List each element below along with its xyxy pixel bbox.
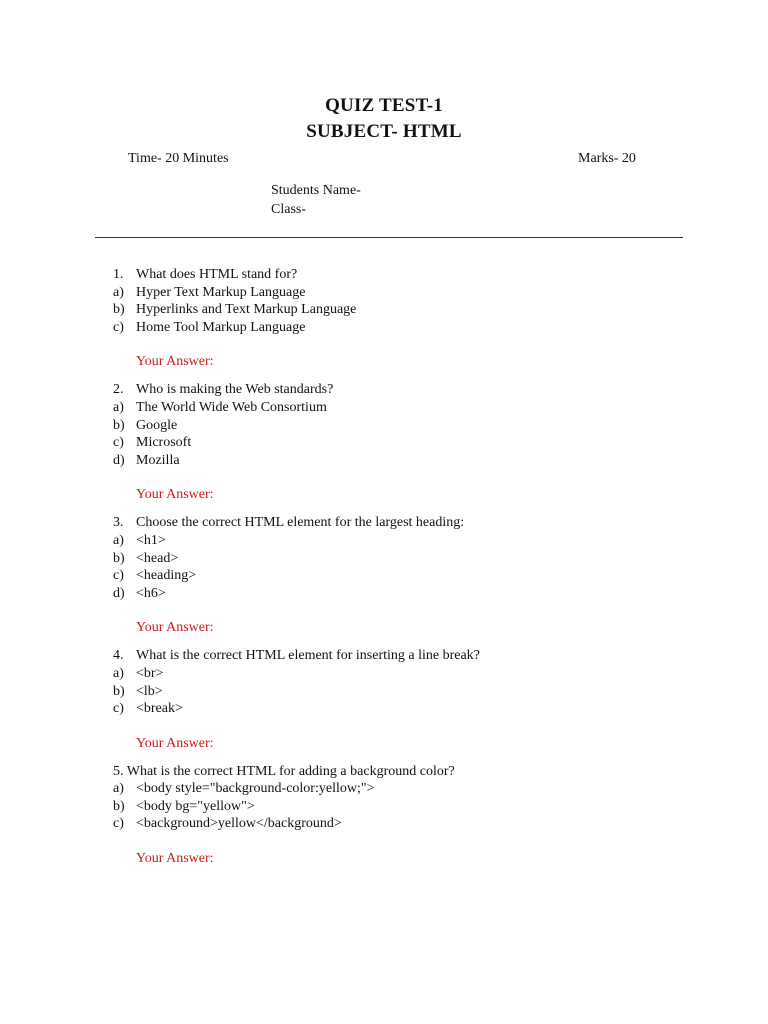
your-answer-label: Your Answer: — [136, 851, 214, 867]
option-text: Mozilla — [136, 452, 180, 468]
question-3 — [0, 514, 768, 637]
question-4 — [0, 647, 768, 752]
option-text: <br> — [136, 665, 164, 681]
your-answer-label: Your Answer: — [136, 487, 214, 503]
option-text: Microsoft — [136, 435, 192, 451]
option-text: Hyperlinks and Text Markup Language — [136, 302, 357, 318]
option-letter: c) — [113, 435, 124, 451]
question-number: 3. — [113, 515, 124, 531]
option-text: The World Wide Web Consortium — [136, 399, 327, 415]
option-letter: c) — [113, 319, 124, 335]
option-letter: a) — [113, 532, 124, 548]
question-number: 5. What is the correct HTML for adding a background color? — [113, 763, 455, 779]
question-text: Choose the correct HTML element for the largest heading: — [136, 515, 465, 531]
option-line — [0, 815, 768, 833]
option-text: <background>yellow</background> — [136, 816, 342, 832]
option-text: <h1> — [136, 532, 166, 548]
subject-title: SUBJECT- HTML — [306, 121, 462, 142]
option-text: <h6> — [136, 585, 166, 601]
divider — [95, 237, 683, 238]
your-answer-label: Your Answer: — [136, 354, 214, 370]
question-text: What is the correct HTML element for inserting a line break? — [136, 648, 480, 664]
question-line — [0, 266, 768, 284]
option-line — [0, 550, 768, 568]
quiz-title: QUIZ TEST-1 — [325, 95, 443, 116]
option-letter: b) — [113, 550, 125, 566]
option-text: <body style="background-color:yellow;"> — [136, 781, 375, 797]
time-limit: Time- 20 Minutes — [128, 151, 229, 166]
option-letter: d) — [113, 452, 125, 468]
option-line — [0, 798, 768, 816]
question-2 — [0, 381, 768, 504]
option-text: Hyper Text Markup Language — [136, 284, 306, 300]
option-line — [0, 567, 768, 585]
question-line — [0, 647, 768, 665]
answer-line — [0, 486, 768, 504]
question-5 — [0, 763, 768, 868]
your-answer-label: Your Answer: — [136, 620, 214, 636]
option-letter: a) — [113, 781, 124, 797]
question-number: 2. — [113, 382, 124, 398]
option-letter: b) — [113, 417, 125, 433]
option-line — [0, 399, 768, 417]
your-answer-label: Your Answer: — [136, 735, 214, 751]
option-text: Home Tool Markup Language — [136, 319, 306, 335]
student-name-label: Students Name- — [271, 183, 361, 198]
option-letter: d) — [113, 585, 125, 601]
option-text: <heading> — [136, 568, 197, 584]
option-line — [0, 417, 768, 435]
question-line — [0, 514, 768, 532]
option-text: Google — [136, 417, 178, 433]
option-line — [0, 301, 768, 319]
question-text: What does HTML stand for? — [136, 267, 298, 282]
option-line — [0, 665, 768, 683]
option-line — [0, 434, 768, 452]
question-text: Who is making the Web standards? — [136, 382, 334, 398]
option-letter: a) — [113, 399, 124, 415]
question-number: 4. — [113, 648, 124, 664]
answer-line — [0, 353, 768, 371]
option-letter: c) — [113, 701, 124, 717]
option-line — [0, 683, 768, 701]
option-text: <body bg="yellow"> — [136, 798, 255, 814]
option-line — [0, 700, 768, 718]
question-1 — [0, 266, 768, 371]
option-letter: b) — [113, 302, 125, 318]
option-letter: a) — [113, 284, 124, 300]
total-marks: Marks- 20 — [578, 151, 636, 166]
option-line — [0, 532, 768, 550]
option-letter: b) — [113, 798, 125, 814]
option-letter: c) — [113, 568, 124, 584]
option-line — [0, 452, 768, 470]
option-text: <break> — [136, 701, 183, 717]
option-letter: b) — [113, 683, 125, 699]
question-list — [0, 266, 768, 878]
question-number: 1. — [113, 267, 124, 282]
option-line — [0, 585, 768, 603]
class-label: Class- — [271, 202, 306, 217]
answer-line — [0, 735, 768, 753]
answer-line — [0, 850, 768, 868]
option-text: <head> — [136, 550, 179, 566]
question-line — [0, 763, 768, 781]
option-line — [0, 780, 768, 798]
option-text: <lb> — [136, 683, 163, 699]
option-letter: c) — [113, 816, 124, 832]
option-line — [0, 284, 768, 302]
answer-line — [0, 619, 768, 637]
question-line — [0, 381, 768, 399]
option-line — [0, 319, 768, 337]
option-letter: a) — [113, 665, 124, 681]
